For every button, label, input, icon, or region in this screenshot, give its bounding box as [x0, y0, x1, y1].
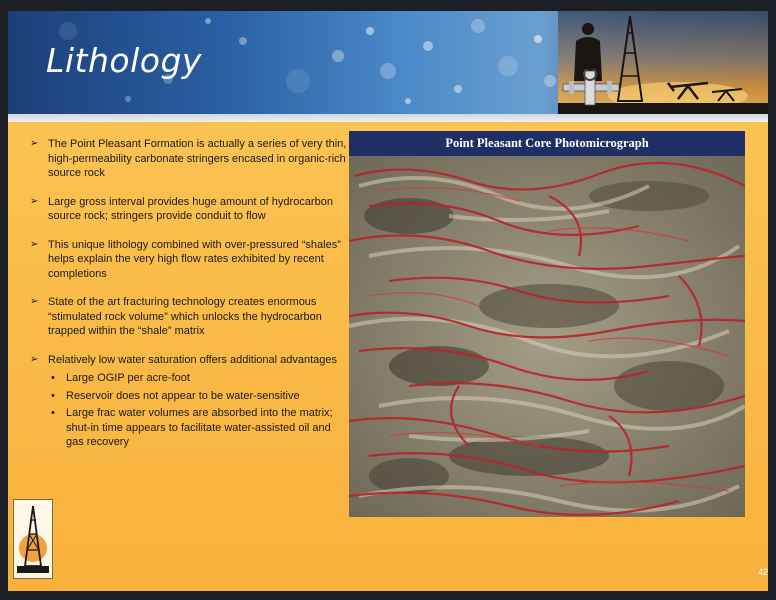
header-divider — [8, 114, 768, 122]
bullet-list — [28, 137, 350, 464]
arrow-bullet-icon: ➢ — [30, 296, 39, 307]
page-title: Lithology — [46, 41, 202, 80]
page-number: 42 — [757, 567, 768, 577]
bullet-item — [28, 353, 350, 450]
bullet-item — [28, 238, 350, 282]
pipe-valve-illustration — [561, 69, 621, 109]
bullet-text: State of the art fracturing technology creates enormous “stimulated rock volume” which unlocks the hydrocarbon trapped within the “shale” matrix — [48, 296, 322, 337]
sub-bullet-text: Reservoir does not appear to be water-sensitive — [66, 389, 300, 402]
slide-content — [8, 11, 768, 591]
photo-caption: Point Pleasant Core Photomicrograph — [349, 131, 745, 156]
dot-bullet-icon: • — [51, 372, 55, 384]
oil-derrick-logo — [13, 499, 53, 579]
bullet-item — [28, 195, 350, 224]
core-photomicrograph-image — [349, 156, 745, 517]
sub-bullet-text: Large OGIP per acre-foot — [66, 372, 190, 384]
photomicrograph-panel — [349, 131, 745, 517]
arrow-bullet-icon: ➢ — [30, 353, 39, 365]
arrow-bullet-icon: ➢ — [30, 195, 39, 207]
bullet-text: This unique lithology combined with over-pressured “shales” helps explain the very high flow rates exhibited by recent completions — [48, 238, 341, 280]
arrow-bullet-icon: ➢ — [30, 238, 39, 250]
sub-bullet-item — [48, 389, 350, 404]
dot-bullet-icon: • — [51, 407, 55, 419]
sub-bullet-text: Large frac water volumes are absorbed into the matrix; shut-in time appears to facilitate water-assisted oil and gas recovery — [66, 407, 333, 448]
sub-bullet-list — [48, 371, 350, 450]
header-banner — [8, 11, 768, 114]
sub-bullet-item — [48, 406, 350, 450]
bullet-item — [28, 295, 350, 339]
bullet-item — [28, 137, 350, 181]
arrow-bullet-icon: ➢ — [30, 138, 39, 149]
bullet-text: Large gross interval provides huge amount of hydrocarbon source rock; stringers provide conduit to flow — [48, 195, 333, 222]
bullet-text: The Point Pleasant Formation is actually a series of very thin, high-permeability carbonate stringers encased in organic-rich source rock — [48, 138, 347, 179]
sub-bullet-item — [48, 371, 350, 386]
bullet-text: Relatively low water saturation offers additional advantages — [48, 353, 338, 366]
dot-bullet-icon: • — [51, 389, 55, 402]
